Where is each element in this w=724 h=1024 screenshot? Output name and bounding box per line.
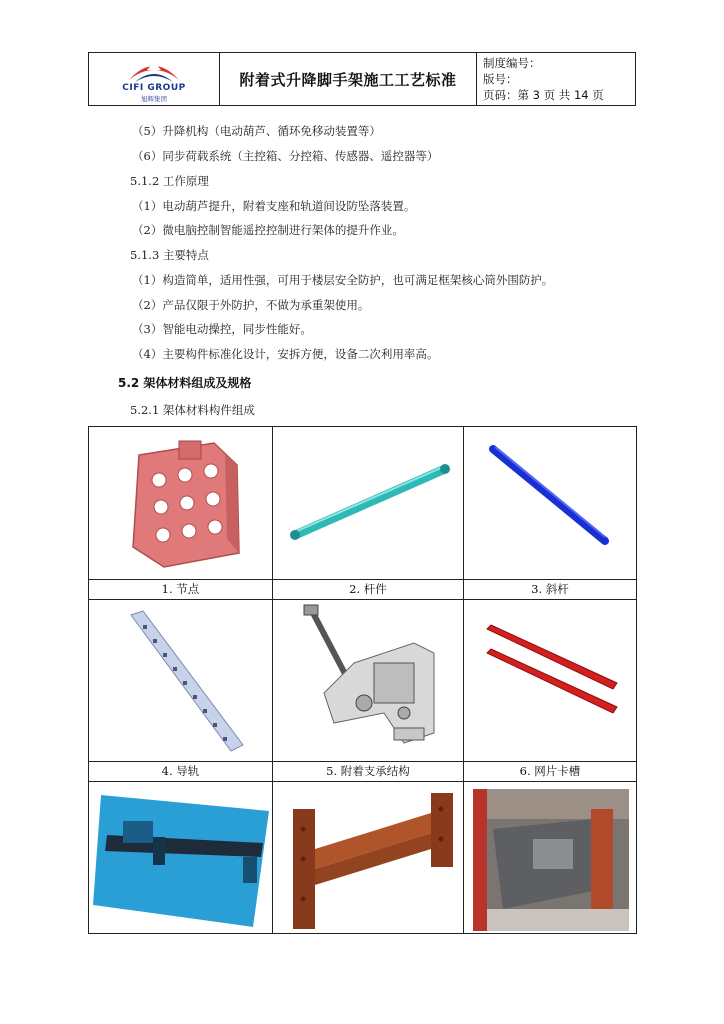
subheading: 5.1.3 主要特点 (130, 248, 209, 262)
blue-bracket-photo (93, 787, 269, 931)
caption-tube: 2. 杆件 (349, 582, 387, 596)
guide-rail-image (119, 607, 249, 757)
logo-subtext: 旭辉集团 (141, 95, 167, 103)
node-plate-image (119, 435, 249, 575)
text-line: （4）主要构件标准化设计，安拆方便，设备二次利用率高。 (132, 347, 439, 361)
version-number: 版号： (483, 72, 518, 86)
page-number: 页码：第 3 页 共 14 页 (483, 88, 604, 102)
support-structure-image (294, 603, 454, 759)
site-photo (473, 789, 629, 931)
mesh-slot-image (481, 623, 621, 723)
diagonal-bar-image (479, 441, 619, 551)
subheading: 5.1.2 工作原理 (130, 174, 209, 188)
caption-node: 1. 节点 (161, 582, 200, 596)
document-title: 附着式升降脚手架施工工艺标准 (220, 53, 477, 105)
brown-support-photo (285, 789, 461, 931)
text-line: （5）升降机构（电动葫芦、循环免移动装置等） (132, 124, 381, 138)
components-table (88, 426, 637, 934)
caption-guide-rail: 4. 导轨 (161, 764, 200, 778)
text-line: （2）产品仅限于外防护，不做为承重架使用。 (132, 298, 370, 312)
doc-number: 制度编号： (483, 56, 541, 70)
logo-cell (89, 53, 220, 105)
subsection-title: 5.2.1 架体材料构件组成 (130, 403, 255, 417)
section-title: 5.2 架体材料组成及规格 (118, 376, 252, 390)
logo-text: CIFI GROUP (122, 83, 186, 93)
header-meta (477, 53, 635, 105)
text-line: （2）微电脑控制智能遥控控制进行架体的提升作业。 (132, 223, 404, 237)
caption-support-structure: 5. 附着支承结构 (326, 764, 410, 778)
document-header (88, 52, 636, 106)
tube-image (285, 457, 455, 547)
text-line: （6）同步荷载系统（主控箱、分控箱、传感器、遥控器等） (132, 149, 439, 163)
caption-mesh-slot: 6. 网片卡槽 (519, 764, 581, 778)
caption-diagonal-bar: 3. 斜杆 (531, 582, 569, 596)
text-line: （1）构造简单，适用性强，可用于楼层安全防护，也可满足框架核心筒外围防护。 (132, 273, 554, 287)
text-line: （1）电动葫芦提升，附着支座和轨道间设防坠落装置。 (132, 199, 416, 213)
text-line: （3）智能电动操控，同步性能好。 (132, 322, 312, 336)
cifi-logo-icon (127, 58, 181, 84)
